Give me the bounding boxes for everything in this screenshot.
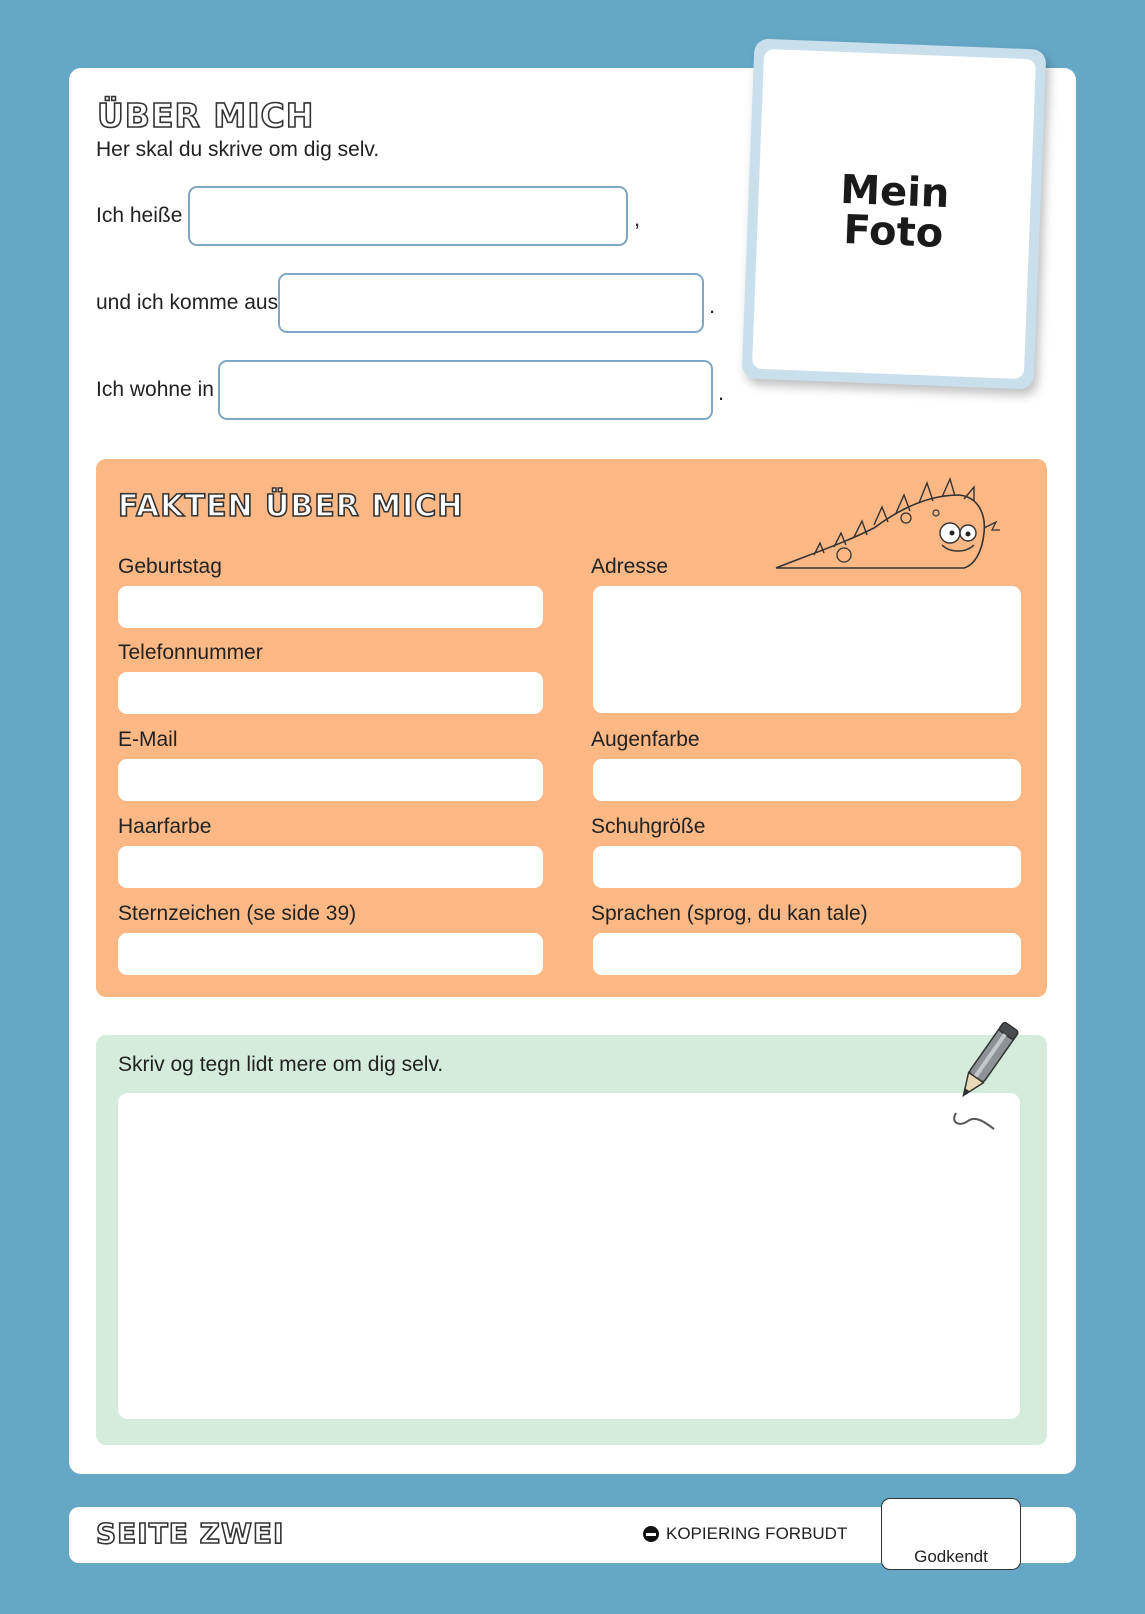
shoe-size-field[interactable]: [593, 846, 1021, 888]
name-comma: ,: [634, 206, 641, 231]
birthday-field[interactable]: [118, 586, 543, 628]
languages-field[interactable]: [593, 933, 1021, 975]
zodiac-label: Sternzeichen (se side 39): [118, 902, 357, 925]
copy-notice: [643, 1524, 847, 1544]
shoe-size-label: Schuhgröße: [591, 815, 706, 838]
name-field[interactable]: [188, 186, 628, 246]
eye-color-field[interactable]: [593, 759, 1021, 801]
no-entry-icon: [643, 1526, 659, 1542]
hair-color-label: Haarfarbe: [118, 815, 212, 838]
address-label: Adresse: [591, 555, 669, 578]
subtitle: Her skal du skrive om dig selv.: [96, 138, 380, 161]
copy-notice-text: KOPIERING FORBUDT: [666, 1524, 848, 1543]
page-label: SEITE ZWEI: [96, 1517, 285, 1550]
section-title-fakten: FAKTEN ÜBER MICH: [118, 489, 464, 524]
zodiac-field[interactable]: [118, 933, 543, 975]
birthday-label: Geburtstag: [118, 555, 222, 578]
notes-panel: [96, 1035, 1047, 1445]
name-label: Ich heiße: [96, 204, 183, 227]
section-title-ueber-mich: ÜBER MICH: [97, 96, 315, 135]
address-field[interactable]: [593, 586, 1021, 713]
pencil-icon: [946, 1015, 1026, 1135]
dinosaur-illustration: [774, 473, 1004, 573]
phone-field[interactable]: [118, 672, 543, 714]
languages-label: Sprachen (sprog, du kan tale): [591, 902, 868, 925]
hair-color-field[interactable]: [118, 846, 543, 888]
residence-field[interactable]: [218, 360, 713, 420]
approved-label: Godkendt: [914, 1547, 988, 1566]
photo-area: [752, 49, 1036, 379]
notes-label: Skriv og tegn lidt mere om dig selv.: [118, 1053, 444, 1076]
email-field[interactable]: [118, 759, 543, 801]
eye-color-label: Augenfarbe: [591, 728, 700, 751]
residence-period: .: [718, 380, 725, 405]
photo-text-line1: Mein: [839, 166, 951, 218]
residence-label: Ich wohne in: [96, 378, 214, 401]
origin-label: und ich komme aus: [96, 291, 279, 314]
origin-period: .: [709, 293, 716, 318]
approved-box[interactable]: [881, 1498, 1021, 1570]
facts-panel: [96, 459, 1047, 997]
photo-text-line2: Foto: [842, 207, 945, 257]
notes-drawing-area[interactable]: [118, 1093, 1020, 1419]
email-label: E-Mail: [118, 728, 178, 751]
photo-placeholder: [757, 167, 1032, 257]
origin-field[interactable]: [278, 273, 704, 333]
phone-label: Telefonnummer: [118, 641, 263, 664]
photo-frame[interactable]: [742, 39, 1047, 390]
footer-bar: [69, 1507, 1076, 1566]
